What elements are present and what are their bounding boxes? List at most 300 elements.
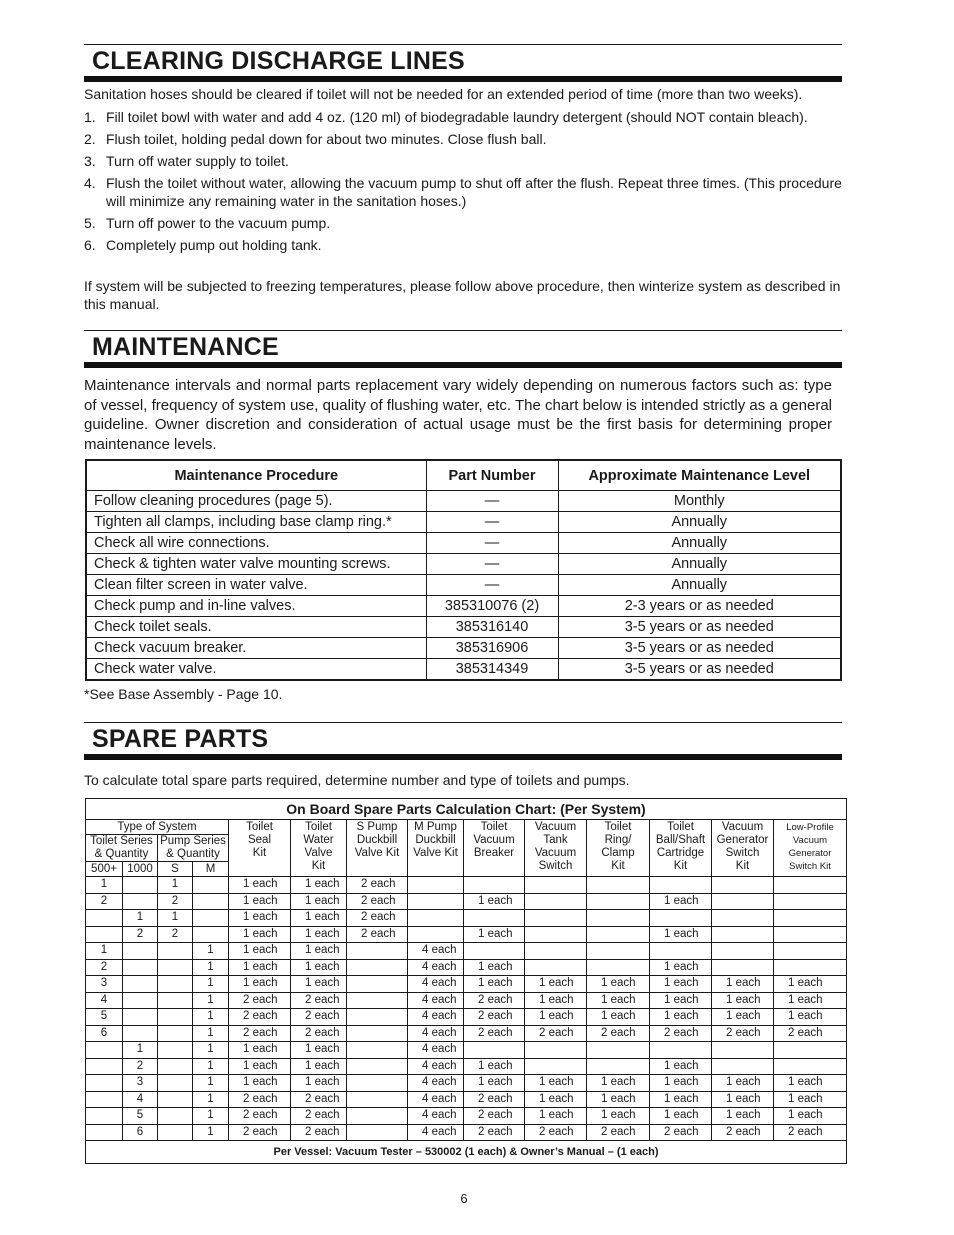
table-cell: 1 — [193, 992, 229, 1009]
header-line: Vacuum — [534, 847, 577, 859]
maint-procedure: Check pump and in-line valves. — [86, 596, 426, 617]
table-cell — [86, 1108, 123, 1125]
table-cell — [86, 926, 123, 943]
table-cell: 4 each — [408, 1058, 464, 1075]
table-cell: 1 each — [464, 926, 525, 943]
step-text: Flush the toilet without water, allowing the vacuum pump to shut off after the flush. Repeat three times. (This procedure will minimize any remaining water in the sanitation hoses.) — [106, 175, 842, 209]
header-line: Breaker — [473, 847, 515, 859]
table-cell: 1 each — [650, 1058, 712, 1075]
table-row — [86, 1091, 847, 1108]
table-cell: 5 — [123, 1108, 158, 1125]
table-cell — [158, 1042, 193, 1059]
table-cell — [525, 926, 587, 943]
table-cell: 1 — [193, 959, 229, 976]
qty-header: 500+ — [86, 862, 123, 877]
table-cell: 1 each — [229, 943, 291, 960]
spare-footer: Per Vessel: Vacuum Tester – 530002 (1 each) & Owner’s Manual – (1 each) — [86, 1141, 847, 1164]
table-cell — [347, 1124, 408, 1141]
table-cell: 1 each — [774, 992, 847, 1009]
table-cell — [158, 1075, 193, 1092]
table-cell — [347, 976, 408, 993]
table-cell — [158, 1091, 193, 1108]
table-cell — [464, 943, 525, 960]
clearing-step — [84, 130, 844, 148]
table-row — [86, 943, 847, 960]
spare-column-header — [525, 820, 587, 877]
table-cell — [587, 1042, 650, 1059]
maint-part-number: 385316140 — [426, 617, 558, 638]
table-cell — [712, 1042, 774, 1059]
table-row — [86, 1108, 847, 1125]
maint-part-number: — — [426, 491, 558, 512]
table-cell: 1 each — [587, 992, 650, 1009]
table-cell — [347, 1042, 408, 1059]
table-cell: 1 each — [774, 1075, 847, 1092]
table-cell: 1 each — [291, 877, 347, 894]
table-cell — [587, 910, 650, 927]
table-cell: 2 each — [291, 1009, 347, 1026]
table-cell: 2 each — [712, 1025, 774, 1042]
table-cell: 4 each — [408, 992, 464, 1009]
table-cell — [86, 910, 123, 927]
table-cell: 2 each — [229, 1108, 291, 1125]
table-cell: 1 — [86, 943, 123, 960]
table-cell — [123, 1009, 158, 1026]
table-cell: 1 each — [229, 1075, 291, 1092]
table-cell: 2 each — [650, 1025, 712, 1042]
table-cell: 2 — [86, 893, 123, 910]
table-cell — [712, 893, 774, 910]
table-cell — [193, 877, 229, 894]
table-cell: 2 each — [291, 992, 347, 1009]
header-line: Ring/ — [604, 834, 632, 846]
table-cell: 1 each — [464, 893, 525, 910]
table-cell: 1 — [193, 1108, 229, 1125]
table-cell — [774, 877, 847, 894]
maint-level: 3-5 years or as needed — [558, 659, 841, 681]
spare-column-header — [774, 820, 847, 877]
table-cell — [123, 877, 158, 894]
spare-title: SPARE PARTS — [92, 725, 269, 753]
table-cell: 1 each — [712, 1009, 774, 1026]
maint-procedure: Check all wire connections. — [86, 533, 426, 554]
table-cell: 6 — [86, 1025, 123, 1042]
table-cell: 1 each — [712, 1075, 774, 1092]
table-cell: 3 — [123, 1075, 158, 1092]
header-line: Kit — [673, 860, 688, 872]
table-cell — [712, 943, 774, 960]
maint-level: Annually — [558, 533, 841, 554]
header-line: Low-Profile — [786, 822, 834, 833]
table-cell: 1 each — [464, 1075, 525, 1092]
spare-column-header — [464, 820, 525, 877]
table-cell — [347, 1009, 408, 1026]
table-cell — [123, 976, 158, 993]
table-cell: 2 — [158, 893, 193, 910]
table-cell — [712, 1058, 774, 1075]
table-cell: 1 each — [587, 976, 650, 993]
type-of-system-header: Type of System — [86, 820, 229, 835]
table-cell: 2 each — [712, 1124, 774, 1141]
table-cell: 1 each — [712, 992, 774, 1009]
table-cell: 1 each — [712, 1091, 774, 1108]
table-cell — [347, 1058, 408, 1075]
table-cell — [525, 1058, 587, 1075]
table-cell — [464, 1042, 525, 1059]
header-line: Ball/Shaft — [655, 834, 706, 846]
step-number: 4. — [84, 175, 96, 191]
header-line: Toilet — [305, 821, 332, 833]
table-cell — [123, 959, 158, 976]
table-cell: 1 each — [650, 893, 712, 910]
table-cell — [712, 910, 774, 927]
maint-level: Annually — [558, 575, 841, 596]
table-cell: 2 each — [525, 1124, 587, 1141]
table-cell — [650, 1042, 712, 1059]
table-cell: 2 each — [229, 1091, 291, 1108]
table-cell — [712, 959, 774, 976]
maintenance-footnote: *See Base Assembly - Page 10. — [84, 686, 283, 702]
table-cell — [86, 1124, 123, 1141]
spare-header-row — [86, 820, 847, 835]
spare-column-header — [229, 820, 291, 877]
table-cell: 1 each — [587, 1075, 650, 1092]
spare-chart-title: On Board Spare Parts Calculation Chart: (Per System) — [86, 799, 847, 820]
table-cell: 4 each — [408, 1009, 464, 1026]
step-text: Turn off power to the vacuum pump. — [106, 215, 331, 231]
table-cell: 1 each — [587, 1108, 650, 1125]
maint-level: Monthly — [558, 491, 841, 512]
table-cell: 5 — [86, 1009, 123, 1026]
step-number: 3. — [84, 153, 96, 169]
maint-header-part: Part Number — [426, 460, 558, 491]
spare-column-header — [712, 820, 774, 877]
table-cell: 1 each — [291, 1042, 347, 1059]
table-cell: 1 — [86, 877, 123, 894]
maint-procedure: Check water valve. — [86, 659, 426, 681]
clearing-step — [84, 108, 844, 126]
table-cell — [158, 1009, 193, 1026]
step-number: 2. — [84, 131, 96, 147]
spare-footer-row — [86, 1141, 847, 1164]
table-cell: 4 each — [408, 943, 464, 960]
table-cell: 1 — [193, 1075, 229, 1092]
maint-procedure: Check toilet seals. — [86, 617, 426, 638]
maint-part-number: — — [426, 512, 558, 533]
qty-header: M — [193, 862, 229, 877]
table-cell — [123, 943, 158, 960]
table-cell: 1 each — [229, 910, 291, 927]
maint-level: Annually — [558, 554, 841, 575]
table-cell: 4 each — [408, 976, 464, 993]
table-row — [86, 877, 847, 894]
header-line: & Quantity — [166, 848, 220, 860]
table-cell — [774, 893, 847, 910]
table-row — [86, 575, 841, 596]
qty-header: 1000 — [123, 862, 158, 877]
table-cell — [525, 877, 587, 894]
table-cell: 1 each — [464, 959, 525, 976]
table-cell — [347, 959, 408, 976]
table-cell — [408, 893, 464, 910]
table-cell: 4 each — [408, 959, 464, 976]
table-cell: 2 each — [347, 926, 408, 943]
table-row — [86, 926, 847, 943]
header-line: Kit — [611, 860, 625, 872]
table-cell — [123, 893, 158, 910]
header-line: Kit — [252, 847, 267, 859]
table-cell — [86, 1058, 123, 1075]
maint-procedure: Tighten all clamps, including base clamp ring.* — [86, 512, 426, 533]
header-line: Valve Kit — [354, 847, 400, 859]
table-row — [86, 1009, 847, 1026]
table-cell: 2 each — [291, 1025, 347, 1042]
table-cell: 1 each — [291, 893, 347, 910]
table-cell — [347, 1025, 408, 1042]
table-row — [86, 638, 841, 659]
table-cell: 2 each — [525, 1025, 587, 1042]
table-cell: 2 each — [774, 1124, 847, 1141]
maint-part-number: — — [426, 533, 558, 554]
table-cell: 1 — [193, 1058, 229, 1075]
table-cell — [774, 926, 847, 943]
table-cell — [587, 926, 650, 943]
table-row — [86, 1058, 847, 1075]
spare-column-header — [408, 820, 464, 877]
step-number: 5. — [84, 215, 96, 231]
table-cell — [587, 959, 650, 976]
table-cell — [347, 943, 408, 960]
table-cell — [464, 877, 525, 894]
table-cell — [347, 992, 408, 1009]
header-line: Toilet — [604, 821, 632, 833]
table-row — [86, 554, 841, 575]
table-cell: 1 each — [229, 976, 291, 993]
table-cell: 2 each — [464, 992, 525, 1009]
table-cell: 2 each — [774, 1025, 847, 1042]
clearing-intro: Sanitation hoses should be cleared if toilet will not be needed for an extended period of time (more than two weeks). — [84, 86, 803, 102]
table-cell: 1 each — [650, 926, 712, 943]
table-cell: 2 — [86, 959, 123, 976]
table-cell — [158, 992, 193, 1009]
header-line: Switch Kit — [789, 861, 831, 872]
table-row — [86, 533, 841, 554]
table-cell — [587, 877, 650, 894]
maint-part-number: 385316906 — [426, 638, 558, 659]
table-cell: 2 each — [650, 1124, 712, 1141]
table-cell — [158, 959, 193, 976]
maint-procedure: Check & tighten water valve mounting screws. — [86, 554, 426, 575]
table-cell: 2 each — [587, 1025, 650, 1042]
table-cell: 2 each — [464, 1124, 525, 1141]
table-cell — [587, 893, 650, 910]
table-cell: 2 — [158, 926, 193, 943]
table-cell: 1 each — [229, 959, 291, 976]
table-cell: 4 each — [408, 1075, 464, 1092]
spare-parts-table — [85, 798, 847, 1164]
table-cell: 1 each — [650, 959, 712, 976]
table-cell — [774, 1042, 847, 1059]
table-row — [86, 512, 841, 533]
clearing-outro: If system will be subjected to freezing temperatures, please follow above procedure, then winterize system as described in this manual. — [84, 278, 841, 312]
table-cell: 1 each — [774, 1009, 847, 1026]
table-cell — [158, 1124, 193, 1141]
header-line: S Pump — [356, 821, 398, 833]
maint-part-number: — — [426, 575, 558, 596]
header-line: Toilet — [246, 821, 273, 833]
table-cell: 1 each — [229, 926, 291, 943]
table-cell: 1 each — [291, 976, 347, 993]
qty-header: S — [158, 862, 193, 877]
table-cell: 1 each — [229, 877, 291, 894]
header-line: Clamp — [601, 847, 635, 859]
table-cell — [650, 943, 712, 960]
table-cell: 1 each — [229, 1058, 291, 1075]
table-cell — [347, 1091, 408, 1108]
clearing-step — [84, 174, 844, 210]
table-cell — [525, 1042, 587, 1059]
maint-part-number: 385314349 — [426, 659, 558, 681]
table-cell — [712, 877, 774, 894]
table-cell — [86, 1042, 123, 1059]
table-cell: 1 — [193, 1042, 229, 1059]
table-cell — [86, 1075, 123, 1092]
header-line: Toilet — [667, 821, 694, 833]
table-cell: 1 — [123, 910, 158, 927]
table-cell: 1 each — [291, 910, 347, 927]
table-row — [86, 659, 841, 681]
table-cell: 2 each — [229, 1124, 291, 1141]
table-cell — [525, 943, 587, 960]
maint-level: 3-5 years or as needed — [558, 638, 841, 659]
maint-procedure: Check vacuum breaker. — [86, 638, 426, 659]
step-text: Turn off water supply to toilet. — [106, 153, 289, 169]
table-cell: 1 each — [291, 943, 347, 960]
spare-section-header — [84, 722, 842, 760]
table-cell: 1 each — [525, 1108, 587, 1125]
table-cell: 2 each — [587, 1124, 650, 1141]
table-cell: 1 each — [774, 1108, 847, 1125]
spare-column-header — [347, 820, 408, 877]
table-row — [86, 491, 841, 512]
table-cell — [587, 943, 650, 960]
table-cell: 4 each — [408, 1025, 464, 1042]
maintenance-section-header — [84, 330, 842, 368]
table-cell: 1 — [193, 1124, 229, 1141]
table-cell: 2 each — [291, 1124, 347, 1141]
table-cell — [408, 910, 464, 927]
header-line: Duckbill — [356, 834, 398, 846]
header-line: Valve Kit — [413, 847, 458, 859]
table-row — [86, 1025, 847, 1042]
maint-procedure: Clean filter screen in water valve. — [86, 575, 426, 596]
maintenance-intro: Maintenance intervals and normal parts replacement vary widely depending on numerous factors such as: type of vessel, frequency of system use, quality of flushing water, etc. The chart below is intended strictly as a general guideline. Owner discretion and consideration of actual usage must be the first basis for determining proper maintenance levels. — [84, 377, 832, 453]
table-cell — [158, 1025, 193, 1042]
table-cell — [408, 877, 464, 894]
spare-title-row — [86, 799, 847, 820]
clearing-step — [84, 214, 844, 232]
table-cell: 4 — [123, 1091, 158, 1108]
spare-intro: To calculate total spare parts required, determine number and type of toilets and pumps. — [84, 772, 630, 788]
table-cell — [123, 1025, 158, 1042]
maint-header-procedure: Maintenance Procedure — [86, 460, 426, 491]
table-row — [86, 1124, 847, 1141]
table-row — [86, 959, 847, 976]
table-cell: 4 each — [408, 1091, 464, 1108]
step-number: 6. — [84, 237, 96, 253]
spare-column-header — [587, 820, 650, 877]
maint-procedure: Follow cleaning procedures (page 5). — [86, 491, 426, 512]
table-cell — [347, 1075, 408, 1092]
table-row — [86, 992, 847, 1009]
clearing-step — [84, 236, 844, 254]
step-text: Flush toilet, holding pedal down for about two minutes. Close flush ball. — [106, 131, 547, 147]
table-cell: 2 each — [347, 877, 408, 894]
clearing-section-header — [84, 44, 842, 82]
table-cell — [123, 992, 158, 1009]
header-line: Toilet — [480, 821, 508, 833]
table-cell: 1 each — [712, 1108, 774, 1125]
table-cell — [464, 910, 525, 927]
header-line: Switch — [538, 860, 573, 872]
table-cell — [525, 959, 587, 976]
table-cell: 1 — [193, 943, 229, 960]
clearing-steps-list — [84, 108, 844, 258]
table-cell: 1 each — [650, 1108, 712, 1125]
header-line: Switch — [725, 847, 760, 859]
table-cell — [774, 910, 847, 927]
table-cell: 1 each — [525, 976, 587, 993]
table-cell: 4 each — [408, 1124, 464, 1141]
header-line: Pump Series — [160, 835, 226, 847]
table-row — [86, 1042, 847, 1059]
maint-part-number: 385310076 (2) — [426, 596, 558, 617]
table-cell: 1 each — [774, 976, 847, 993]
table-row — [86, 596, 841, 617]
header-line: Vacuum — [473, 834, 515, 846]
table-cell: 1 each — [229, 1042, 291, 1059]
table-cell: 1 each — [525, 1091, 587, 1108]
table-cell — [193, 926, 229, 943]
maint-header-level: Approximate Maintenance Level — [558, 460, 841, 491]
table-cell — [347, 1108, 408, 1125]
table-cell: 2 each — [291, 1108, 347, 1125]
header-line: Seal — [247, 834, 272, 846]
table-cell: 6 — [123, 1124, 158, 1141]
maint-level: 2-3 years or as needed — [558, 596, 841, 617]
table-cell: 1 each — [650, 992, 712, 1009]
clearing-title: CLEARING DISCHARGE LINES — [92, 47, 465, 75]
table-cell: 1 each — [650, 976, 712, 993]
header-line: Generator — [788, 848, 832, 859]
spare-column-header — [650, 820, 712, 877]
table-cell: 1 each — [291, 1075, 347, 1092]
table-row — [86, 910, 847, 927]
table-cell: 2 — [123, 926, 158, 943]
table-cell: 2 — [123, 1058, 158, 1075]
table-cell: 1 each — [587, 1091, 650, 1108]
step-text: Completely pump out holding tank. — [106, 237, 322, 253]
table-cell: 1 — [193, 1025, 229, 1042]
table-cell: 1 each — [587, 1009, 650, 1026]
table-cell: 2 each — [464, 1108, 525, 1125]
table-row — [86, 1075, 847, 1092]
table-cell — [650, 910, 712, 927]
table-cell — [712, 926, 774, 943]
header-line: Duckbill — [415, 834, 456, 846]
header-line: Vacuum — [721, 821, 764, 833]
table-cell: 1 — [158, 910, 193, 927]
